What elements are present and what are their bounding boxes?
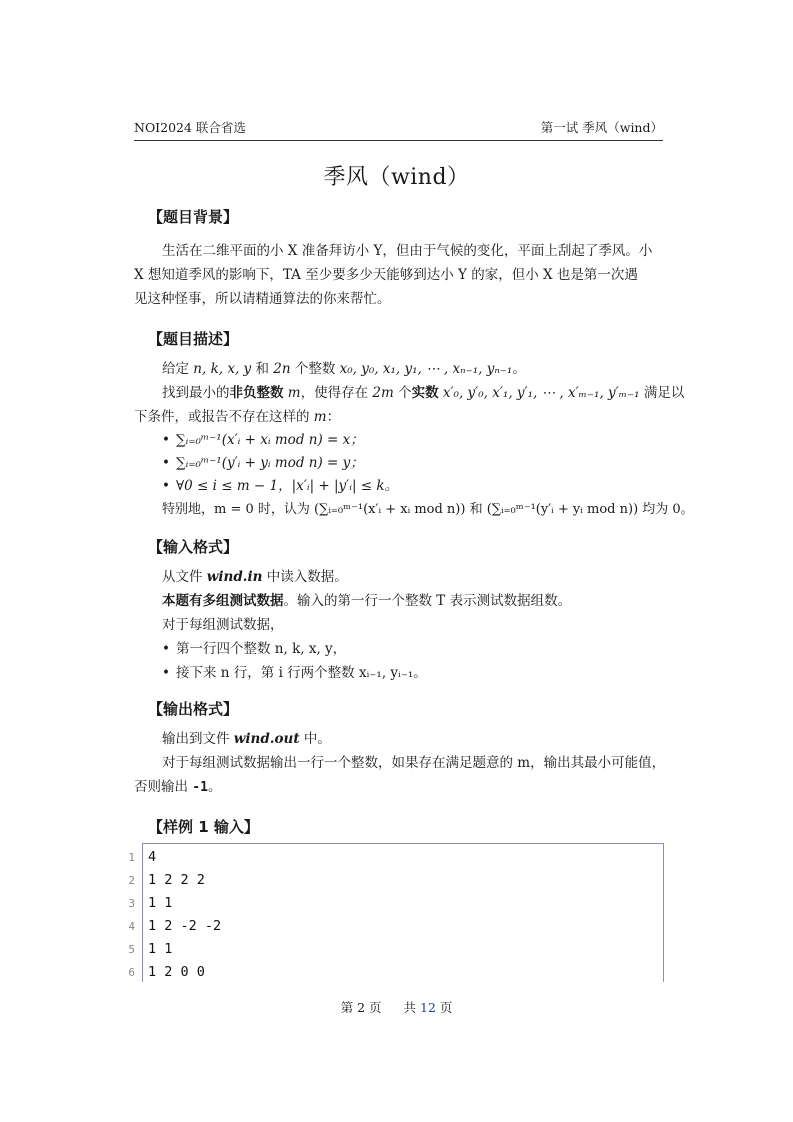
code-line: 5 1 1	[128, 941, 173, 957]
page-number: 2	[357, 1000, 366, 1015]
header-right: 第一试 季风（wind）	[540, 120, 663, 135]
description-special: 特别地，m = 0 时，认为 (∑ᵢ₌₀ᵐ⁻¹(x′ᵢ + xᵢ mod n)) 和 (∑ᵢ₌₀ᵐ⁻¹(y′ᵢ + yᵢ mod n)) 均为 0。	[162, 502, 694, 517]
running-header	[134, 118, 663, 141]
header-left: NOI2024 联合省选	[134, 120, 246, 135]
heading-output: 【输出格式】	[148, 700, 239, 718]
sample-input-code-block	[128, 843, 664, 982]
description-find-line-1: 找到最小的非负整数 m，使得存在 2m 个实数 x′₀, y′₀, x′₁, y′₁, ⋯ , x′ₘ₋₁, y′ₘ₋₁ 满足以	[162, 385, 685, 401]
input-bullet-1: • 第一行四个整数 n, k, x, y，	[162, 641, 347, 657]
heading-description: 【题目描述】	[148, 330, 239, 348]
total-pages: 12	[420, 1000, 436, 1015]
description-given: 给定 n, k, x, y 和 2n 个整数 x₀, y₀, x₁, y₁, ⋯ , xₙ₋₁, yₙ₋₁。	[162, 361, 526, 377]
output-line-3: 否则输出 -1。	[134, 779, 222, 795]
background-line-2: X 想知道季风的影响下，TA 至少要多少天能够到达小 Y 的家，但小 X 也是第一次遇	[134, 267, 638, 283]
input-bullet-2: • 接下来 n 行，第 i 行两个整数 xᵢ₋₁, yᵢ₋₁。	[162, 665, 427, 681]
output-line-1: 输出到文件 wind.out 中。	[162, 731, 331, 747]
code-line: 2 1 2 2 2	[128, 872, 205, 888]
input-line-3: 对于每组测试数据，	[162, 617, 284, 633]
code-line: 1 4	[128, 849, 157, 865]
constraint-bullet-1: • ∑ᵢ₌₀ᵐ⁻¹(x′ᵢ + xᵢ mod n) = x；	[162, 432, 364, 448]
input-line-1: 从文件 wind.in 中读入数据。	[162, 569, 348, 585]
background-line-3: 见这种怪事，所以请精通算法的你来帮忙。	[134, 291, 391, 307]
output-line-2: 对于每组测试数据输出一行一个整数，如果存在满足题意的 m，输出其最小可能值，	[162, 755, 666, 771]
code-line: 4 1 2 -2 -2	[128, 918, 222, 934]
page-footer: 第 2 页 共 12 页	[340, 1000, 453, 1015]
constraint-bullet-2: • ∑ᵢ₌₀ᵐ⁻¹(y′ᵢ + yᵢ mod n) = y；	[162, 455, 364, 471]
heading-input: 【输入格式】	[148, 538, 239, 556]
code-line: 6 1 2 0 0	[128, 964, 205, 980]
code-line: 3 1 1	[128, 895, 173, 911]
description-find-line-2: 下条件，或报告不存在这样的 m：	[134, 409, 341, 425]
heading-background: 【题目背景】	[148, 208, 239, 226]
input-line-2: 本题有多组测试数据。输入的第一行一个整数 T 表示测试数据组数。	[162, 593, 572, 609]
constraint-bullet-3: • ∀0 ≤ i ≤ m − 1，|x′ᵢ| + |y′ᵢ| ≤ k。	[162, 478, 399, 494]
page-title: 季风（wind）	[323, 165, 470, 190]
background-line-1: 生活在二维平面的小 X 准备拜访小 Y，但由于气候的变化，平面上刮起了季风。小	[162, 243, 653, 259]
heading-sample-input: 【样例 1 输入】	[148, 818, 259, 836]
